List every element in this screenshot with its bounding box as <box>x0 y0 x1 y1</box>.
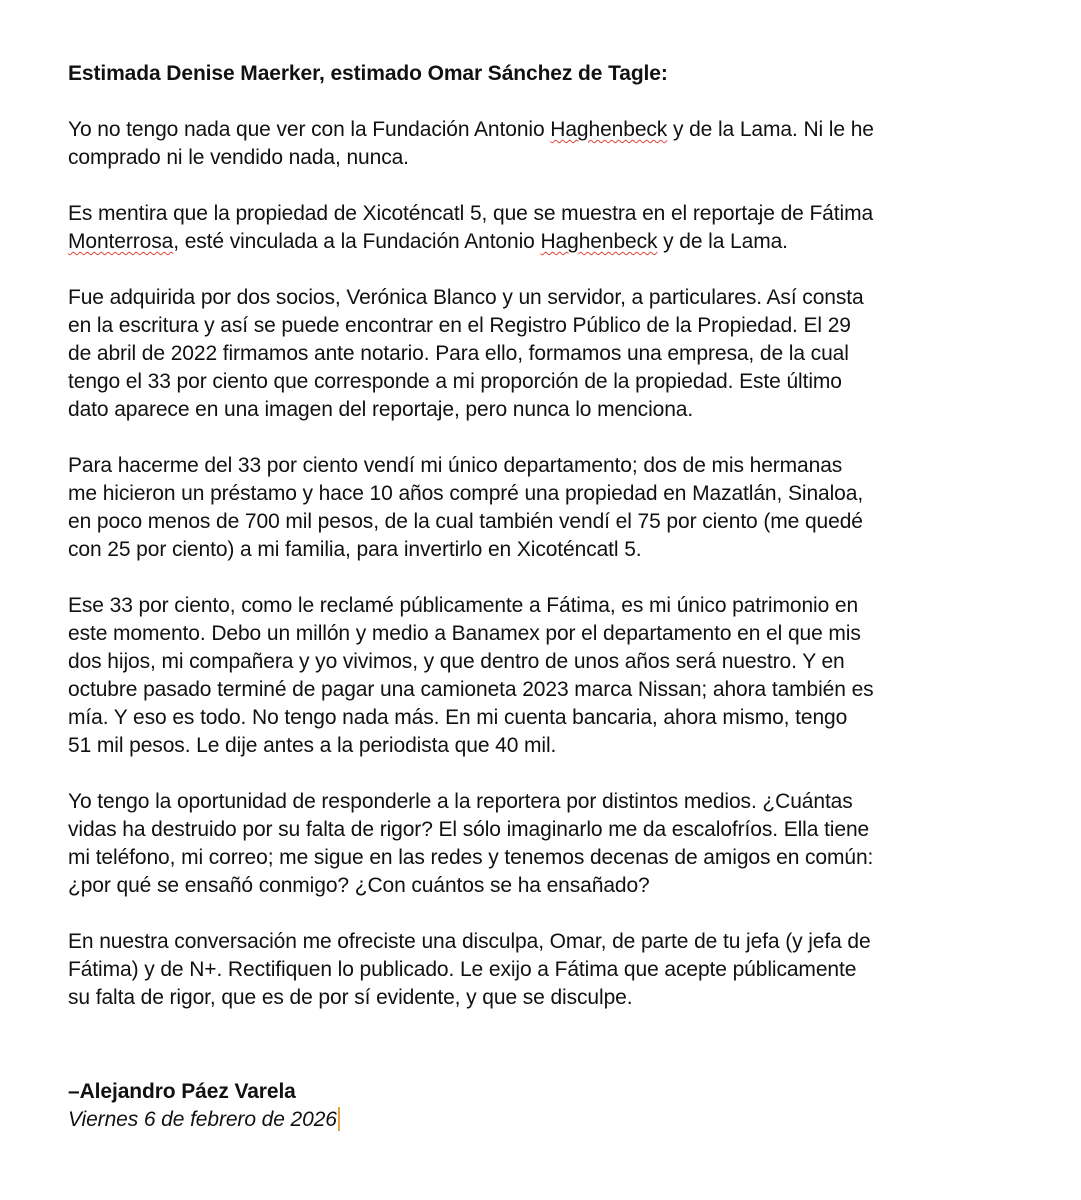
salutation: Estimada Denise Maerker, estimado Omar Sánchez de Tagle: <box>68 62 668 85</box>
text-cursor <box>338 1107 340 1131</box>
paragraph-line: ¿por qué se ensañó conmigo? ¿Con cuántos se ha ensañado? <box>68 874 650 897</box>
paragraph-line: tengo el 33 por ciento que corresponde a mi proporción de la propiedad. Este último <box>68 370 842 393</box>
paragraph-line: Es mentira que la propiedad de Xicoténcatl 5, que se muestra en el reportaje de Fátima <box>68 202 874 225</box>
document-body[interactable] <box>68 60 1048 1134</box>
paragraph-line: su falta de rigor, que es de por sí evidente, y que se disculpe. <box>68 986 633 1009</box>
paragraph-line: Yo tengo la oportunidad de responderle a la reportera por distintos medios. ¿Cuántas <box>68 790 853 813</box>
paragraph-7 <box>68 928 1048 1012</box>
paragraph-line: Fátima) y de N+. Rectifiquen lo publicado. Le exijo a Fátima que acepte públicamente <box>68 958 857 981</box>
paragraph-line: dato aparece en una imagen del reportaje, pero nunca lo menciona. <box>68 398 694 421</box>
signature-date-line <box>68 1106 1048 1134</box>
signature-block <box>68 1078 1048 1134</box>
paragraph-line: En nuestra conversación me ofreciste una disculpa, Omar, de parte de tu jefa (y jefa de <box>68 930 871 953</box>
misspelled-word[interactable]: Monterrosa <box>68 230 174 253</box>
paragraph-line: mía. Y eso es todo. No tengo nada más. En mi cuenta bancaria, ahora mismo, tengo <box>68 706 848 729</box>
paragraph-line: con 25 por ciento) a mi familia, para invertirlo en Xicoténcatl 5. <box>68 538 642 561</box>
misspelled-word[interactable]: Haghenbeck <box>550 118 668 141</box>
paragraph-line: dos hijos, mi compañera y yo vivimos, y que dentro de unos años será nuestro. Y en <box>68 650 845 673</box>
signature-name: –Alejandro Páez Varela <box>68 1080 296 1103</box>
paragraph-line: de abril de 2022 firmamos ante notario. Para ello, formamos una empresa, de la cual <box>68 342 849 365</box>
paragraph-line: Monterrosa, esté vinculada a la Fundación Antonio Haghenbeck y de la Lama. <box>68 230 788 253</box>
paragraph-2 <box>68 200 1048 256</box>
paragraph-6 <box>68 788 1048 900</box>
paragraph-line: en la escritura y así se puede encontrar en el Registro Público de la Propiedad. El 29 <box>68 314 851 337</box>
paragraph-3 <box>68 284 1048 424</box>
paragraph-line: vidas ha destruido por su falta de rigor? El sólo imaginarlo me da escalofríos. Ella tiene <box>68 818 870 841</box>
paragraph-line: Ese 33 por ciento, como le reclamé públicamente a Fátima, es mi único patrimonio en <box>68 594 859 617</box>
paragraph-line: en poco menos de 700 mil pesos, de la cual también vendí el 75 por ciento (me quedé <box>68 510 863 533</box>
paragraph-line: este momento. Debo un millón y medio a Banamex por el departamento en el que mis <box>68 622 861 645</box>
paragraph-line: me hicieron un préstamo y hace 10 años compré una propiedad en Mazatlán, Sinaloa, <box>68 482 864 505</box>
paragraph-line: mi teléfono, mi correo; me sigue en las redes y tenemos decenas de amigos en común: <box>68 846 874 869</box>
paragraph-5 <box>68 592 1048 760</box>
paragraph-line: 51 mil pesos. Le dije antes a la periodista que 40 mil. <box>68 734 557 757</box>
signature-date: Viernes 6 de febrero de 2026 <box>68 1108 337 1131</box>
paragraph-line: octubre pasado terminé de pagar una camioneta 2023 marca Nissan; ahora también es <box>68 678 874 701</box>
misspelled-word[interactable]: Haghenbeck <box>540 230 658 253</box>
paragraph-4 <box>68 452 1048 564</box>
paragraph-line: Para hacerme del 33 por ciento vendí mi único departamento; dos de mis hermanas <box>68 454 843 477</box>
paragraph-line: Yo no tengo nada que ver con la Fundación Antonio Haghenbeck y de la Lama. Ni le he <box>68 118 874 141</box>
paragraph-line: Fue adquirida por dos socios, Verónica Blanco y un servidor, a particulares. Así consta <box>68 286 864 309</box>
paragraph-line: comprado ni le vendido nada, nunca. <box>68 146 409 169</box>
paragraph-1 <box>68 116 1048 172</box>
